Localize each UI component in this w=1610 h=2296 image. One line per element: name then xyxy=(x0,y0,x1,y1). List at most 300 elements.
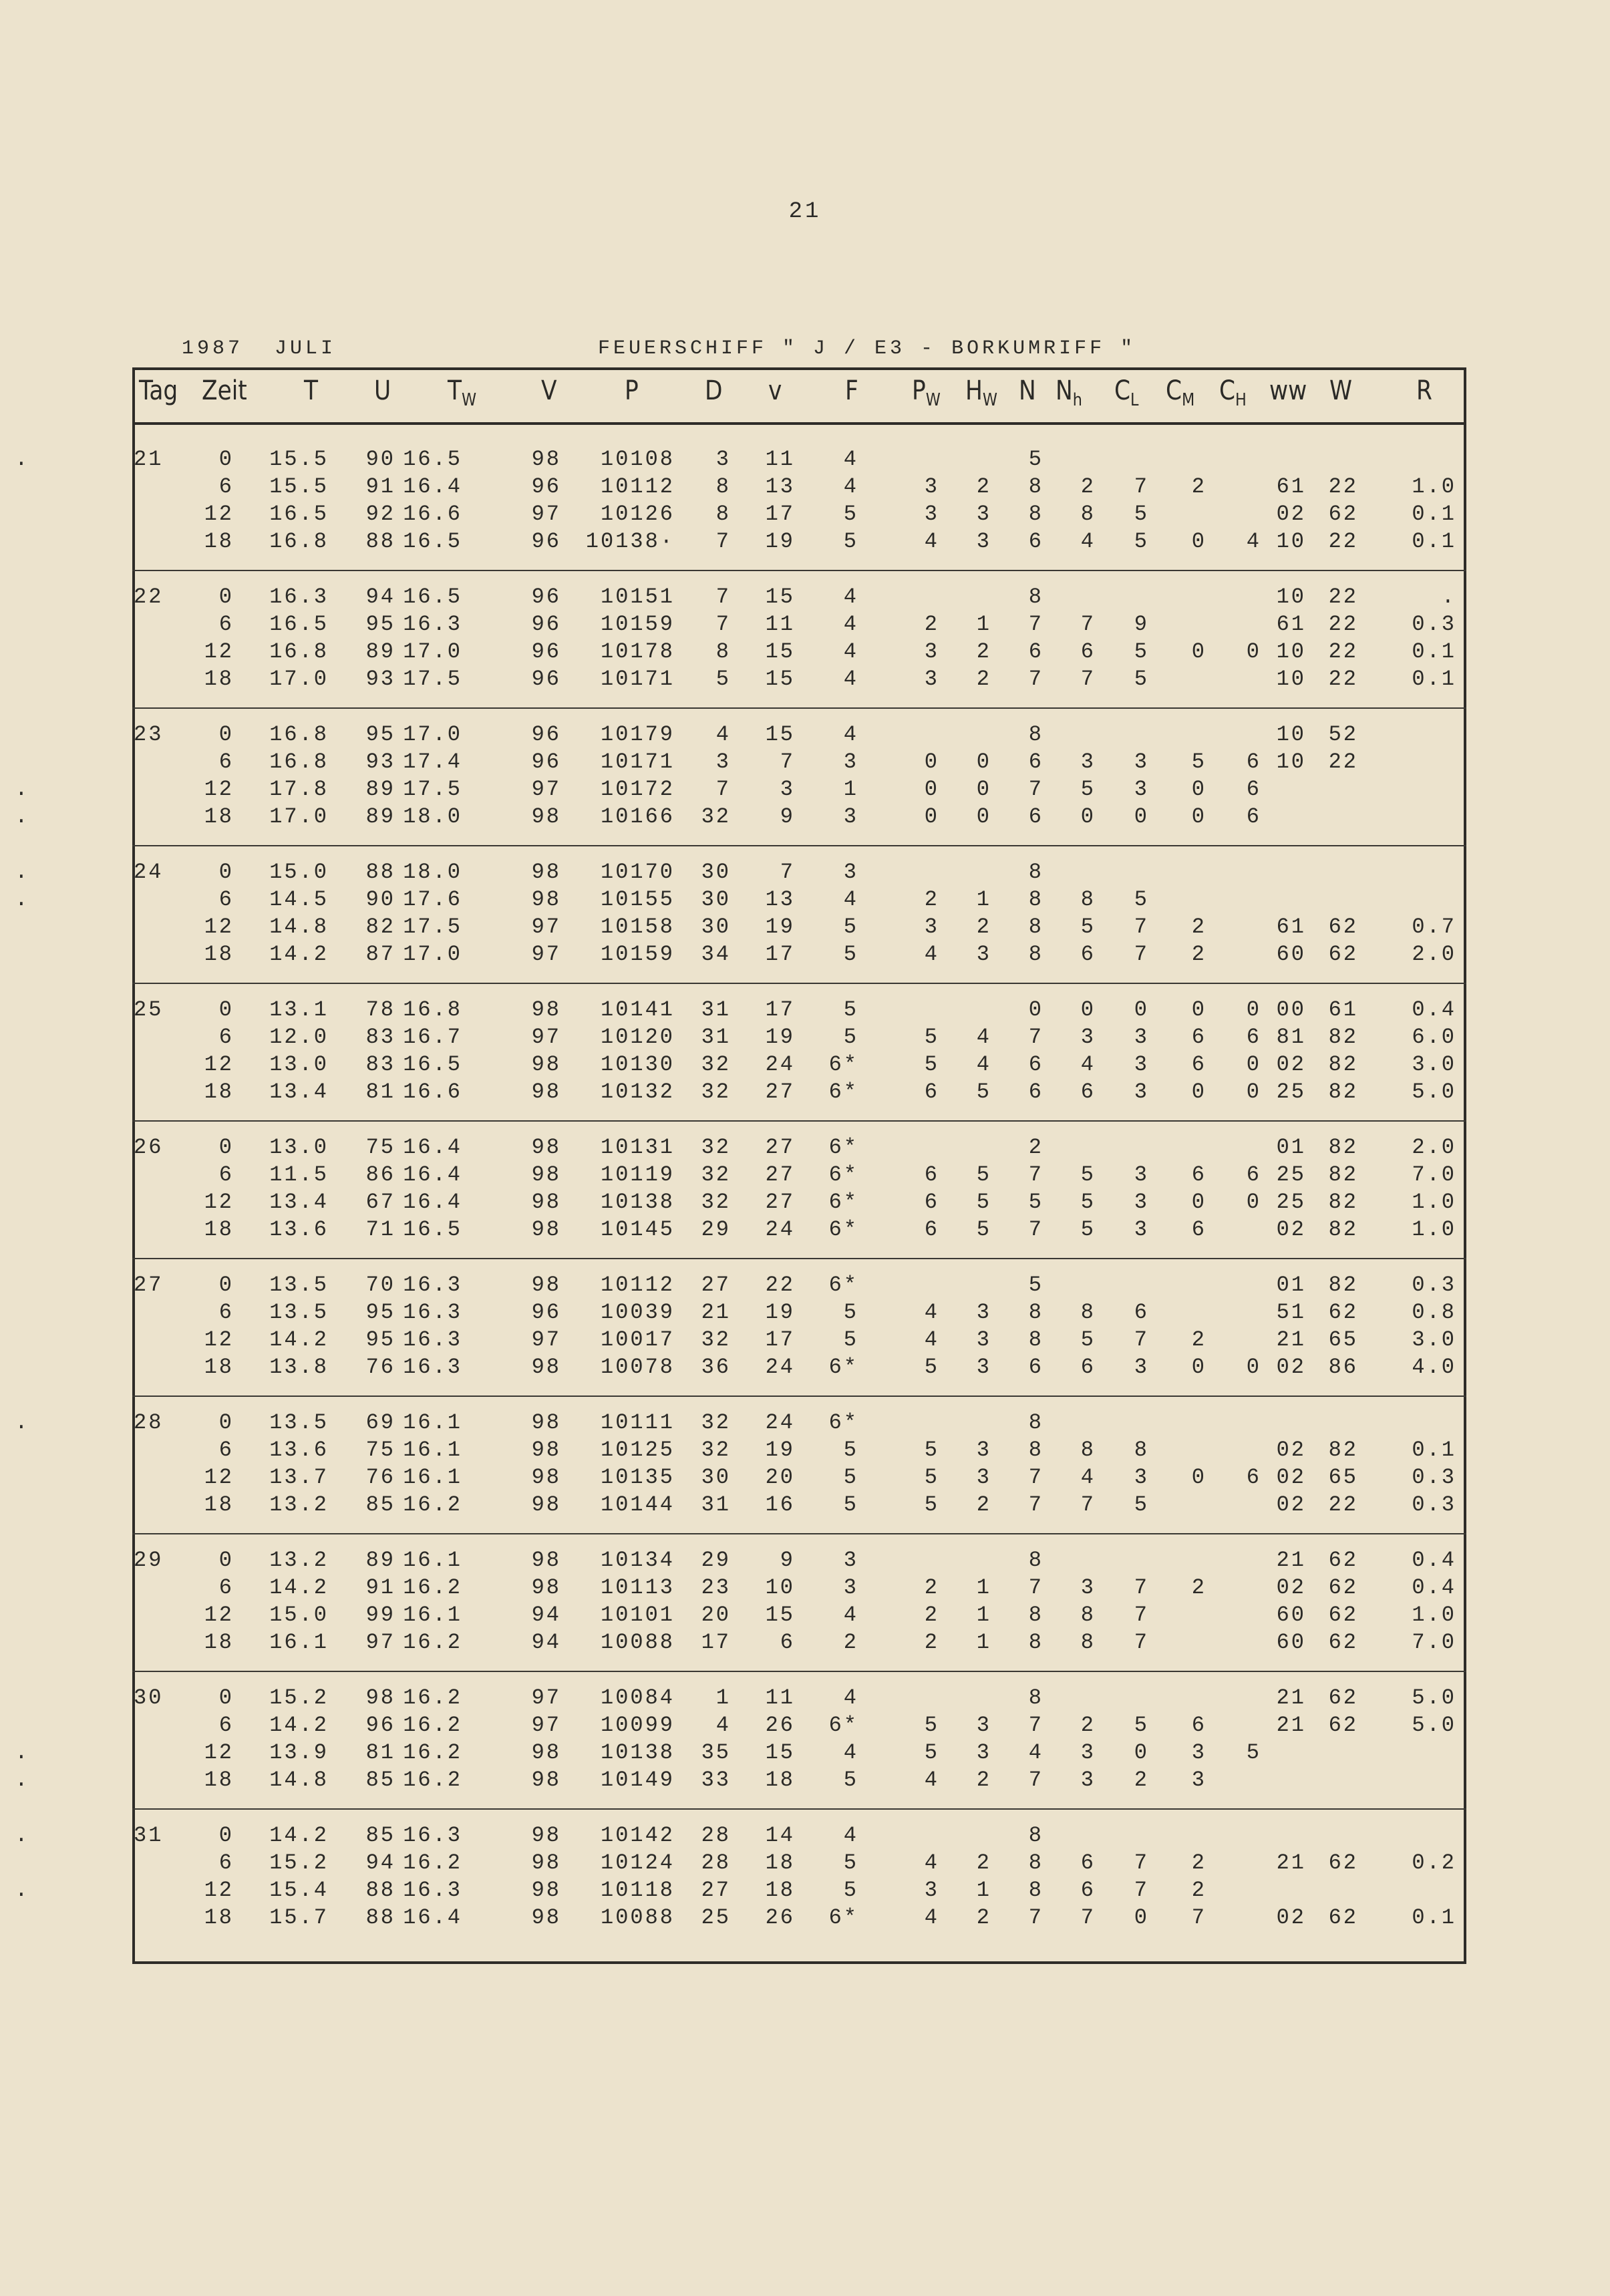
table-cell: 96 xyxy=(531,612,561,637)
table-cell: 18.0 xyxy=(403,804,462,829)
table-cell: 17 xyxy=(765,942,795,967)
table-cell: 11.5 xyxy=(269,1162,329,1187)
table-cell: 22 xyxy=(1328,750,1358,774)
table-cell: 4 xyxy=(1080,1465,1096,1490)
table-cell: 3 xyxy=(1134,1080,1149,1104)
table-cell: 6.0 xyxy=(1412,1025,1456,1049)
table-cell: 0 xyxy=(1191,529,1206,554)
table-cell: 21 xyxy=(1276,1713,1306,1738)
table-cell: 00 xyxy=(1276,997,1306,1022)
table-cell: 3 xyxy=(1191,1768,1206,1792)
table-cell: 4 xyxy=(924,1768,939,1792)
table-cell: 82 xyxy=(1328,1025,1358,1049)
table-cell: 97 xyxy=(531,1713,561,1738)
column-header-w: W xyxy=(1329,375,1353,406)
table-cell: 20 xyxy=(765,1465,795,1490)
table-cell: 7 xyxy=(1028,1025,1043,1049)
table-cell: 7 xyxy=(1134,915,1149,939)
table-cell: 12 xyxy=(204,1465,234,1490)
column-header-zeit: Zeit xyxy=(202,375,247,406)
table-cell: 10108 xyxy=(600,447,675,472)
table-cell: 8 xyxy=(1028,1850,1043,1875)
table-cell: 16.8 xyxy=(403,997,462,1022)
table-cell: 86 xyxy=(365,1162,395,1187)
table-cell: 6* xyxy=(828,1190,858,1214)
table-cell: . xyxy=(0,447,30,472)
table-cell: 01 xyxy=(1276,1273,1306,1297)
table-cell: 97 xyxy=(531,777,561,802)
table-cell: 02 xyxy=(1276,1355,1306,1379)
table-cell: 16.8 xyxy=(269,529,329,554)
table-cell: 4.0 xyxy=(1412,1355,1456,1379)
table-cell: 30 xyxy=(701,860,731,884)
column-header-v: v xyxy=(768,375,782,406)
table-cell: 85 xyxy=(365,1492,395,1517)
table-cell: 5 xyxy=(1080,1162,1096,1187)
table-cell: 5 xyxy=(924,1713,939,1738)
table-cell: 15 xyxy=(765,639,795,664)
table-cell: 8 xyxy=(1028,1438,1043,1462)
table-cell: 2 xyxy=(1028,1135,1043,1160)
table-cell: 12 xyxy=(204,777,234,802)
table-cell: 5 xyxy=(976,1162,991,1187)
table-cell: 6 xyxy=(1080,639,1096,664)
table-cell: 28 xyxy=(701,1850,731,1875)
table-cell: 18 xyxy=(204,1355,234,1379)
table-cell: 6 xyxy=(218,474,234,499)
table-cell: 5 xyxy=(1080,1190,1096,1214)
table-cell: 98 xyxy=(531,804,561,829)
table-cell: 16.2 xyxy=(403,1685,462,1710)
table-cell: 93 xyxy=(365,667,395,691)
table-cell: 3 xyxy=(715,447,731,472)
table-cell: 0 xyxy=(1080,804,1096,829)
table-cell: 2.0 xyxy=(1412,1135,1456,1160)
table-cell: 5 xyxy=(924,1465,939,1490)
table-cell: 7 xyxy=(1134,1603,1149,1627)
table-cell: 16.7 xyxy=(403,1025,462,1049)
table-cell: 0.1 xyxy=(1412,1438,1456,1462)
table-cell: 0 xyxy=(976,777,991,802)
table-cell: 5 xyxy=(1134,887,1149,912)
table-cell: 0 xyxy=(1246,997,1261,1022)
table-cell: 6 xyxy=(1028,1052,1043,1077)
table-cell: 7 xyxy=(715,585,731,609)
table-cell: 7 xyxy=(1028,1713,1043,1738)
table-cell: 21 xyxy=(1276,1327,1306,1352)
table-cell: 12.0 xyxy=(269,1025,329,1049)
table-cell: 1 xyxy=(976,1878,991,1903)
table-cell: 11 xyxy=(765,612,795,637)
table-cell: 96 xyxy=(531,722,561,747)
table-cell: 62 xyxy=(1328,1685,1358,1710)
group-divider xyxy=(132,983,1466,984)
table-cell: 18 xyxy=(204,529,234,554)
table-cell: 6 xyxy=(218,887,234,912)
table-cell: 10132 xyxy=(600,1080,675,1104)
table-cell: 70 xyxy=(365,1273,395,1297)
table-cell: 83 xyxy=(365,1052,395,1077)
table-cell: 4 xyxy=(924,1905,939,1930)
table-cell: 23 xyxy=(701,1575,731,1600)
table-cell: 10151 xyxy=(600,585,675,609)
table-cell: 2 xyxy=(976,1768,991,1792)
table-cell: 10144 xyxy=(600,1492,675,1517)
table-cell: 5 xyxy=(843,1300,858,1325)
table-cell: 3 xyxy=(1134,1355,1149,1379)
table-cell: 4 xyxy=(1080,529,1096,554)
table-cell: 91 xyxy=(365,474,395,499)
table-cell: 10113 xyxy=(600,1575,675,1600)
table-cell: 6 xyxy=(1080,1355,1096,1379)
table-cell: 6* xyxy=(828,1080,858,1104)
table-cell: 6 xyxy=(924,1080,939,1104)
table-cell: 6 xyxy=(1191,1217,1206,1242)
table-cell: 18 xyxy=(765,1878,795,1903)
table-cell: 10135 xyxy=(600,1465,675,1490)
table-cell: 16.5 xyxy=(403,529,462,554)
column-header-pw: $P_W$ xyxy=(912,375,941,410)
table-cell: 16.4 xyxy=(403,1905,462,1930)
table-cell: 94 xyxy=(531,1630,561,1655)
table-cell: 0 xyxy=(1080,997,1096,1022)
table-cell: 6 xyxy=(1028,804,1043,829)
table-cell: 17.8 xyxy=(269,777,329,802)
table-cell: 2 xyxy=(924,1575,939,1600)
table-cell: 4 xyxy=(843,474,858,499)
table-cell: 96 xyxy=(365,1713,395,1738)
table-cell: 81 xyxy=(365,1740,395,1765)
table-cell: 7 xyxy=(1080,1905,1096,1930)
table-cell: 13.2 xyxy=(269,1492,329,1517)
table-cell: 2 xyxy=(976,667,991,691)
table-cell: 65 xyxy=(1328,1465,1358,1490)
table-cell: 2 xyxy=(976,639,991,664)
table-cell: 3 xyxy=(976,1327,991,1352)
table-cell: 10159 xyxy=(600,612,675,637)
column-header-p: P xyxy=(625,375,639,406)
table-cell: 62 xyxy=(1328,1630,1358,1655)
table-cell: 6 xyxy=(1246,750,1261,774)
table-cell: 5 xyxy=(1028,447,1043,472)
table-cell: 4 xyxy=(924,1327,939,1352)
table-cell: 32 xyxy=(701,1327,731,1352)
table-cell: 8 xyxy=(1028,502,1043,526)
table-cell: 10126 xyxy=(600,502,675,526)
table-cell: 0 xyxy=(1191,997,1206,1022)
table-cell: 10112 xyxy=(600,1273,675,1297)
table-cell: 5 xyxy=(1028,1190,1043,1214)
table-cell: 8 xyxy=(1134,1438,1149,1462)
table-cell: 0.3 xyxy=(1412,1273,1456,1297)
table-cell: 88 xyxy=(365,1905,395,1930)
table-cell: 98 xyxy=(531,1273,561,1297)
table-cell: 0.3 xyxy=(1412,1492,1456,1517)
table-cell: 6 xyxy=(924,1190,939,1214)
table-cell: . xyxy=(0,887,30,912)
table-cell: 13.2 xyxy=(269,1548,329,1573)
table-cell: 2 xyxy=(843,1630,858,1655)
table-cell: 3 xyxy=(924,639,939,664)
table-cell: 18 xyxy=(765,1850,795,1875)
table-cell: 10 xyxy=(1276,750,1306,774)
table-cell: 97 xyxy=(365,1630,395,1655)
table-cell: 3 xyxy=(924,502,939,526)
table-cell: 8 xyxy=(1028,1327,1043,1352)
header-divider xyxy=(132,422,1466,425)
table-cell: 12 xyxy=(204,1603,234,1627)
table-cell: 4 xyxy=(715,722,731,747)
table-cell: 8 xyxy=(1028,860,1043,884)
table-cell: 19 xyxy=(765,1300,795,1325)
table-cell: 6 xyxy=(924,1162,939,1187)
table-cell: 16 xyxy=(765,1492,795,1517)
table-cell: 24 xyxy=(765,1355,795,1379)
table-cell: 13.6 xyxy=(269,1438,329,1462)
table-cell: 10078 xyxy=(600,1355,675,1379)
table-cell: 10084 xyxy=(600,1685,675,1710)
table-cell: 14.2 xyxy=(269,1575,329,1600)
table-cell: 32 xyxy=(701,1080,731,1104)
table-cell: 6 xyxy=(1191,1162,1206,1187)
table-cell: 8 xyxy=(715,474,731,499)
table-cell: 5 xyxy=(924,1740,939,1765)
table-cell: 67 xyxy=(365,1190,395,1214)
column-header-tw: $T_W$ xyxy=(448,375,477,410)
table-cell: 0.7 xyxy=(1412,915,1456,939)
page-number: 21 xyxy=(788,199,822,224)
table-cell: 02 xyxy=(1276,1492,1306,1517)
table-cell: 5 xyxy=(1134,502,1149,526)
table-cell: 8 xyxy=(1028,1878,1043,1903)
table-cell: 5 xyxy=(843,942,858,967)
table-cell: 62 xyxy=(1328,915,1358,939)
table-cell: 0 xyxy=(1134,804,1149,829)
table-cell: 3 xyxy=(976,942,991,967)
table-cell: 89 xyxy=(365,777,395,802)
table-cell: 0 xyxy=(924,750,939,774)
table-cell: 21 xyxy=(1276,1850,1306,1875)
table-cell: 12 xyxy=(204,1740,234,1765)
table-cell: 17 xyxy=(765,1327,795,1352)
table-cell: 61 xyxy=(1276,474,1306,499)
table-cell: 0 xyxy=(218,1823,234,1848)
table-cell: 17.4 xyxy=(403,750,462,774)
table-cell: 6 xyxy=(1191,1025,1206,1049)
table-cell: 82 xyxy=(1328,1438,1358,1462)
table-cell: 3 xyxy=(924,667,939,691)
table-cell: 98 xyxy=(531,1190,561,1214)
table-cell: 97 xyxy=(531,1685,561,1710)
table-cell: 13.5 xyxy=(269,1300,329,1325)
table-cell: 6 xyxy=(1246,1162,1261,1187)
table-cell: 3 xyxy=(1134,1025,1149,1049)
table-cell: 15.0 xyxy=(269,860,329,884)
table-cell: 2 xyxy=(1191,1850,1206,1875)
table-cell: 18.0 xyxy=(403,860,462,884)
table-cell: 2 xyxy=(924,1603,939,1627)
table-cell: 10155 xyxy=(600,887,675,912)
table-cell: 4 xyxy=(1080,1052,1096,1077)
table-cell: 6 xyxy=(218,1162,234,1187)
table-cell: 98 xyxy=(531,1878,561,1903)
group-divider xyxy=(132,845,1466,846)
table-cell: 2 xyxy=(976,474,991,499)
table-cell: 10171 xyxy=(600,750,675,774)
table-cell: 11 xyxy=(765,1685,795,1710)
table-cell: 4 xyxy=(924,1300,939,1325)
table-cell: 31 xyxy=(701,1025,731,1049)
table-cell: 3 xyxy=(924,474,939,499)
table-cell: 12 xyxy=(204,1052,234,1077)
table-cell: 88 xyxy=(365,529,395,554)
table-cell: 82 xyxy=(1328,1190,1358,1214)
table-cell: 5 xyxy=(924,1052,939,1077)
table-cell: 96 xyxy=(531,474,561,499)
table-cell: 8 xyxy=(1028,1300,1043,1325)
table-cell: 4 xyxy=(924,529,939,554)
table-cell: 8 xyxy=(715,502,731,526)
table-cell: 4 xyxy=(843,722,858,747)
table-cell: 8 xyxy=(1080,1630,1096,1655)
table-cell: 0 xyxy=(218,997,234,1022)
table-cell: 98 xyxy=(531,1355,561,1379)
table-cell: 16.3 xyxy=(403,612,462,637)
table-cell: 17.0 xyxy=(403,942,462,967)
table-cell: 12 xyxy=(204,915,234,939)
table-cell: 62 xyxy=(1328,1850,1358,1875)
header-station: FEUERSCHIFF " J / E3 - BORKUMRIFF " xyxy=(598,337,1136,360)
group-divider xyxy=(132,1258,1466,1259)
table-cell: 82 xyxy=(1328,1273,1358,1297)
table-cell: 7 xyxy=(1028,1492,1043,1517)
table-cell: 13.5 xyxy=(269,1273,329,1297)
table-cell: 76 xyxy=(365,1355,395,1379)
table-cell: 2 xyxy=(1080,1713,1096,1738)
table-cell: 4 xyxy=(843,1823,858,1848)
table-cell: 16.6 xyxy=(403,1080,462,1104)
table-cell: 98 xyxy=(531,1465,561,1490)
table-cell: 5 xyxy=(843,997,858,1022)
table-cell: 3.0 xyxy=(1412,1327,1456,1352)
table-cell: 15 xyxy=(765,722,795,747)
table-cell: 1 xyxy=(976,1630,991,1655)
table-cell: 10134 xyxy=(600,1548,675,1573)
table-cell: 0 xyxy=(1246,1190,1261,1214)
table-cell: 02 xyxy=(1276,1438,1306,1462)
table-cell: 8 xyxy=(1080,887,1096,912)
table-cell: 24 xyxy=(765,1052,795,1077)
table-cell: 4 xyxy=(843,887,858,912)
table-cell: 17.5 xyxy=(403,667,462,691)
table-cell: 02 xyxy=(1276,1905,1306,1930)
group-divider xyxy=(132,1120,1466,1122)
table-cell: 99 xyxy=(365,1603,395,1627)
table-cell: 2 xyxy=(924,612,939,637)
table-cell: 97 xyxy=(531,915,561,939)
table-cell: 81 xyxy=(365,1080,395,1104)
table-cell: 25 xyxy=(1276,1190,1306,1214)
table-cell: 5 xyxy=(843,502,858,526)
table-cell: 12 xyxy=(204,1327,234,1352)
table-cell: 02 xyxy=(1276,502,1306,526)
table-cell: 4 xyxy=(976,1025,991,1049)
table-cell: 16.2 xyxy=(403,1713,462,1738)
table-cell: 7 xyxy=(1134,1630,1149,1655)
table-cell: 0 xyxy=(1246,1080,1261,1104)
table-cell: 97 xyxy=(531,1327,561,1352)
table-cell: 18 xyxy=(204,1217,234,1242)
table-cell: 0.1 xyxy=(1412,639,1456,664)
table-cell: 5 xyxy=(1028,1273,1043,1297)
table-cell: 7 xyxy=(1028,667,1043,691)
table-cell: 94 xyxy=(365,585,395,609)
table-cell: 3 xyxy=(843,1575,858,1600)
table-cell: 3 xyxy=(1134,1465,1149,1490)
table-cell: 27 xyxy=(701,1273,731,1297)
table-cell: 97 xyxy=(531,502,561,526)
column-header-u: U xyxy=(374,375,391,406)
column-header-n: N xyxy=(1019,375,1036,406)
table-cell: 2 xyxy=(1191,1327,1206,1352)
table-cell: 82 xyxy=(1328,1135,1358,1160)
table-cell: 13.9 xyxy=(269,1740,329,1765)
table-cell: 27 xyxy=(701,1878,731,1903)
table-cell: 8 xyxy=(1028,1685,1043,1710)
column-header-ch: $C_H$ xyxy=(1219,375,1247,410)
table-cell: 3 xyxy=(976,529,991,554)
table-cell: 16.3 xyxy=(403,1327,462,1352)
table-cell: 10120 xyxy=(600,1025,675,1049)
table-cell: 4 xyxy=(843,1685,858,1710)
table-cell: 7 xyxy=(1028,1217,1043,1242)
group-divider xyxy=(132,1533,1466,1534)
table-cell: 18 xyxy=(204,1768,234,1792)
table-cell: 3 xyxy=(843,804,858,829)
table-cell: 61 xyxy=(1328,997,1358,1022)
table-cell: 15 xyxy=(765,1603,795,1627)
table-cell: 87 xyxy=(365,942,395,967)
table-cell: 82 xyxy=(365,915,395,939)
table-cell: 6 xyxy=(218,1438,234,1462)
table-cell: 15.7 xyxy=(269,1905,329,1930)
table-cell: 98 xyxy=(531,1823,561,1848)
table-cell: 2 xyxy=(1080,474,1096,499)
table-cell: 10170 xyxy=(600,860,675,884)
table-cell: 18 xyxy=(204,1492,234,1517)
table-cell: 10158 xyxy=(600,915,675,939)
table-cell: 0 xyxy=(218,1410,234,1435)
table-cell: 3 xyxy=(1134,777,1149,802)
table-cell: 6* xyxy=(828,1162,858,1187)
table-cell: 2 xyxy=(1134,1768,1149,1792)
table-cell: 0.3 xyxy=(1412,1465,1456,1490)
table-cell: 61 xyxy=(1276,612,1306,637)
table-cell: 4 xyxy=(843,667,858,691)
table-cell: 25 xyxy=(1276,1080,1306,1104)
table-cell: 62 xyxy=(1328,1713,1358,1738)
table-cell: 16.2 xyxy=(403,1850,462,1875)
table-cell: 13.5 xyxy=(269,1410,329,1435)
table-cell: 0.1 xyxy=(1412,667,1456,691)
table-cell: 20 xyxy=(701,1603,731,1627)
table-cell: 3 xyxy=(976,1465,991,1490)
table-cell: 14.2 xyxy=(269,1823,329,1848)
table-cell: 2 xyxy=(976,1492,991,1517)
table-cell: 6 xyxy=(1191,1713,1206,1738)
table-cell: 10179 xyxy=(600,722,675,747)
table-cell: 4 xyxy=(843,1740,858,1765)
